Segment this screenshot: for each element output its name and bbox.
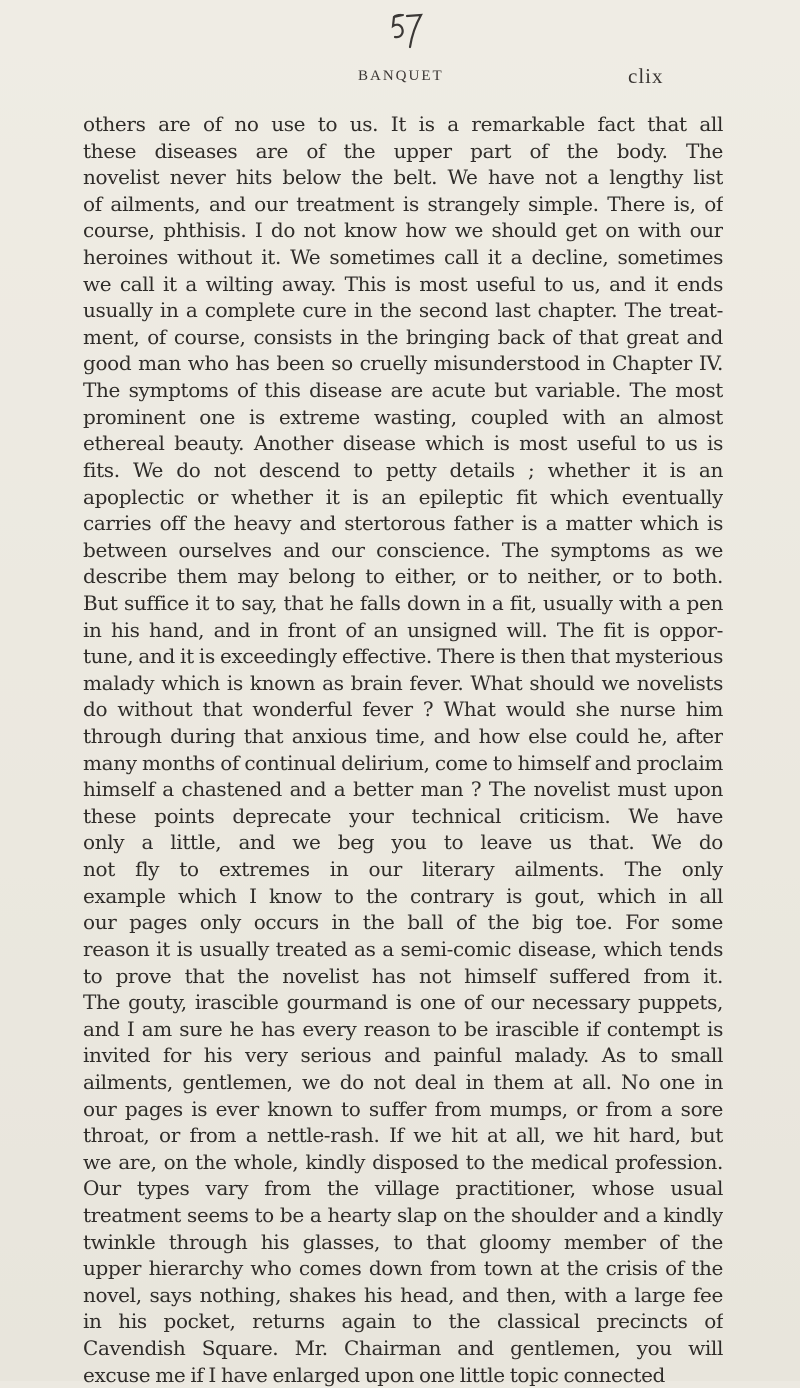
text-line: our pages only occurs in the ball of the big toe. For some (83, 910, 723, 935)
text-line: Cavendish Square. Mr. Chairman and gentlemen, you will (83, 1336, 723, 1361)
text-line: these diseases are of the upper part of the body. The (83, 138, 723, 163)
text-line: throat, or from a nettle-rash. If we hit at all, we hit hard, but (83, 1123, 723, 1148)
text-line: The gouty, irascible gourmand is one of our necessary puppets, (83, 990, 723, 1015)
text-line: and I am sure he has every reason to be irascible if contempt is (83, 1016, 723, 1041)
text-line: Our types vary from the village practitioner, whose usual (83, 1176, 723, 1201)
text-line: himself a chastened and a better man ? The novelist must upon (83, 777, 723, 802)
text-line: only a little, and we beg you to leave us that. We do (83, 830, 723, 855)
text-line: usually in a complete cure in the second last chapter. The treat- (83, 298, 723, 323)
text-line: apoplectic or whether it is an epileptic fit which eventually (83, 484, 723, 509)
text-line: ailments, gentlemen, we do not deal in them at all. No one in (83, 1069, 723, 1094)
text-line: heroines without it. We sometimes call it a decline, sometimes (83, 245, 723, 270)
text-line: course, phthisis. I do not know how we should get on with our (83, 218, 723, 243)
text-line: ment, of course, consists in the bringing back of that great and (83, 324, 723, 349)
text-line: through during that anxious time, and how else could he, after (83, 724, 723, 749)
text-line: good man who has been so cruelly misunderstood in Chapter IV. (83, 351, 723, 376)
handwritten-page-mark (388, 6, 428, 52)
text-line: excuse me if I have enlarged upon one little topic connected (83, 1362, 666, 1387)
running-head (0, 64, 800, 98)
text-line: not fly to extremes in our literary ailments. The only (83, 857, 723, 882)
text-line: we are, on the whole, kindly disposed to the medical profession. (83, 1149, 723, 1174)
text-line: treatment seems to be a hearty slap on the shoulder and a kindly (83, 1202, 723, 1227)
text-line: malady which is known as brain fever. What should we novelists (83, 670, 723, 695)
text-line: reason it is usually treated as a semi-comic disease, which tends (83, 936, 723, 961)
text-line: novelist never hits below the belt. We have not a lengthy list (83, 165, 723, 190)
text-line: ethereal beauty. Another disease which is most useful to us is (83, 431, 723, 456)
text-line: in his hand, and in front of an unsigned will. The fit is oppor- (83, 617, 723, 642)
body-text (83, 111, 723, 1388)
text-line: upper hierarchy who comes down from town at the crisis of the (83, 1256, 723, 1281)
text-line: do without that wonderful fever ? What would she nurse him (83, 697, 723, 722)
text-line: in his pocket, returns again to the classical precincts of (83, 1309, 723, 1334)
text-line: our pages is ever known to suffer from mumps, or from a sore (83, 1096, 723, 1121)
text-line: fits. We do not descend to petty details ; whether it is an (83, 457, 723, 482)
text-line: to prove that the novelist has not himself suffered from it. (83, 963, 723, 988)
text-line: many months of continual delirium, come to himself and proclaim (83, 750, 723, 775)
text-line: others are of no use to us. It is a remarkable fact that all (83, 112, 723, 136)
text-line: prominent one is extreme wasting, coupled with an almost (83, 404, 723, 429)
text-line: of ailments, and our treatment is strangely simple. There is, of (83, 191, 723, 216)
text-line: invited for his very serious and painful malady. As to small (83, 1043, 723, 1068)
text-line: tune, and it is exceedingly effective. There is then that mysterious (83, 644, 723, 669)
running-title: BANQUET (358, 68, 444, 84)
text-line: between ourselves and our conscience. The symptoms as we (83, 537, 723, 562)
text-line: carries off the heavy and stertorous father is a matter which is (83, 511, 723, 536)
text-line: The symptoms of this disease are acute but variable. The most (83, 378, 723, 403)
text-line: But suffice it to say, that he falls down in a fit, usually with a pen (83, 590, 723, 615)
text-line: novel, says nothing, shakes his head, and then, with a large fee (83, 1282, 723, 1307)
text-line: these points deprecate your technical criticism. We have (83, 803, 723, 828)
text-line: describe them may belong to either, or to neither, or to both. (83, 564, 723, 589)
text-line: we call it a wilting away. This is most useful to us, and it ends (83, 271, 723, 296)
text-line: example which I know to the contrary is gout, which in all (83, 883, 723, 908)
page-number: clix (628, 64, 664, 88)
text-line: twinkle through his glasses, to that gloomy member of the (83, 1229, 723, 1254)
